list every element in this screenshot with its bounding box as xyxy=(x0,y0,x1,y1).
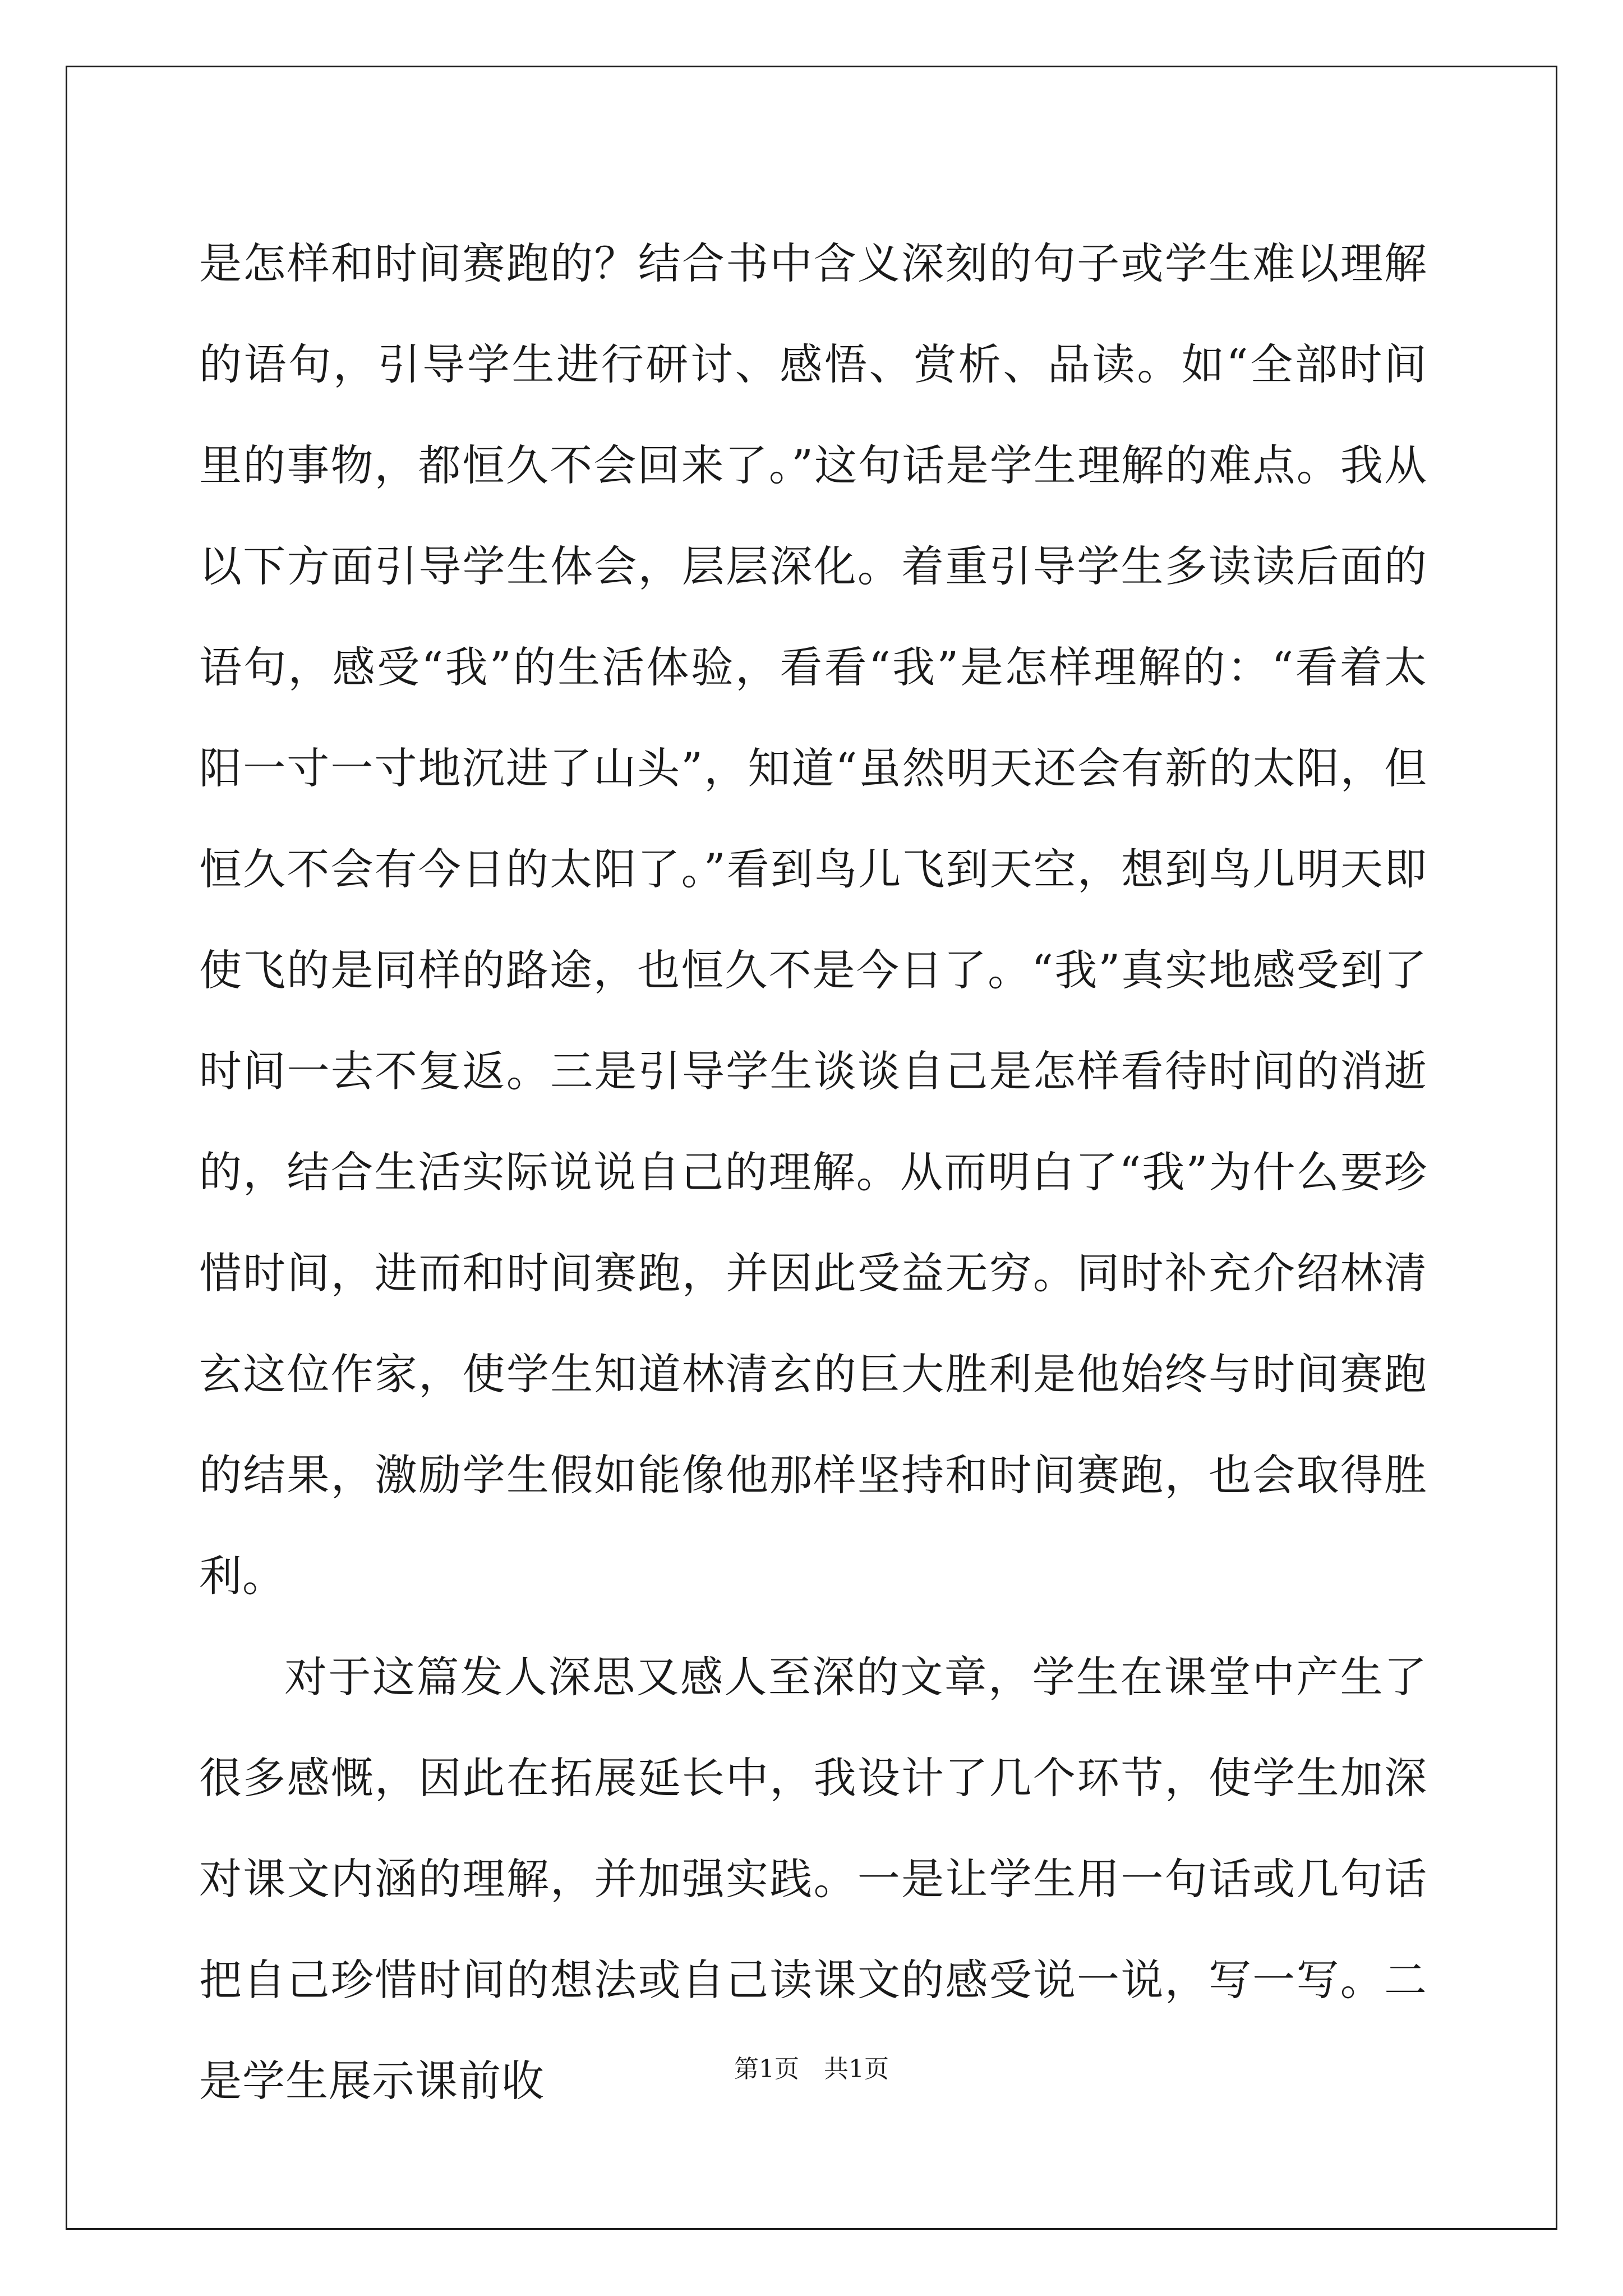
paragraph-2: 对于这篇发人深思又感人至深的文章，学生在课堂中产生了很多感慨，因此在拓展延长中，我设计了几个环节，使学生加深对课文内涵的理解，并加强实践。一是让学生用一句话或几句话把自己珍惜时间的想法或自己读课文的感受说一说，写一写。二是学生展示课前收 xyxy=(199,1652,1427,2106)
document-body xyxy=(199,213,1427,2132)
paragraph-1: 是怎样和时间赛跑的？结合书中含义深刻的句子或学生难以理解的语句，引导学生进行研讨、感悟、赏析、品读。如“全部时间里的事物，都恒久不会回来了。”这句话是学生理解的难点。我从以下方面引导学生体会，层层深化。着重引导学生多读读后面的语句，感受“我”的生活体验，看看“我”是怎样理解的：“看着太阳一寸一寸地沉进了山头”，知道“虽然明天还会有新的太阳，但恒久不会有今日的太阳了。”看到鸟儿飞到天空，想到鸟儿明天即使飞的是同样的路途，也恒久不是今日了。“我”真实地感受到了时间一去不复返。三是引导学生谈谈自己是怎样看待时间的消逝的，结合生活实际说说自己的理解。从而明白了“我”为什么要珍惜时间，进而和时间赛跑，并因此受益无穷。同时补充介绍林清玄这位作家，使学生知道林清玄的巨大胜利是他始终与时间赛跑的结果，激励学生假如能像他那样坚持和时间赛跑，也会取得胜利。 xyxy=(199,238,1427,1601)
page-footer: 第1页 共1页 xyxy=(734,2055,889,2083)
